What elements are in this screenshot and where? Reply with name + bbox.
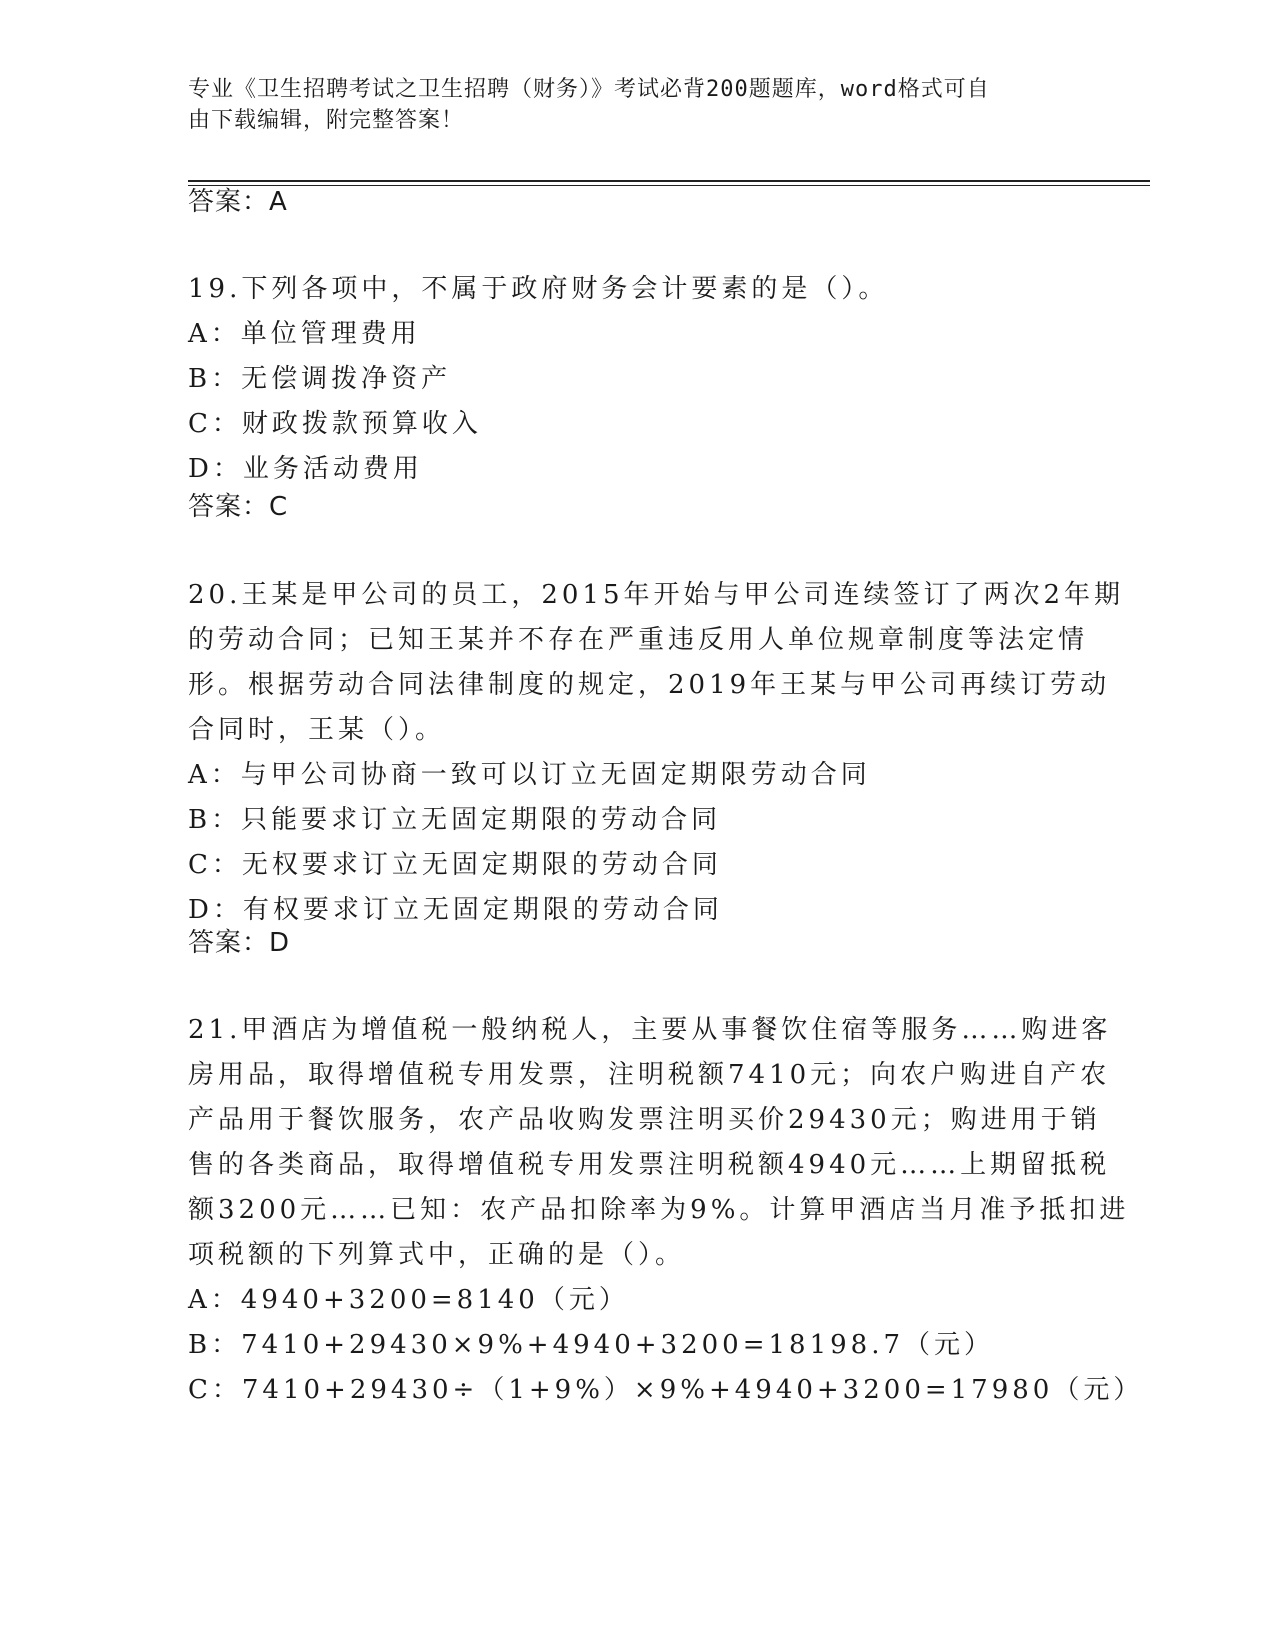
question-stem: 19.下列各项中，不属于政府财务会计要素的是（）。 xyxy=(188,274,889,304)
question-19 xyxy=(188,267,1088,492)
question-stem-line: 的劳动合同；已知王某并不存在严重违反用人单位规章制度等法定情 xyxy=(188,625,1089,655)
question-stem-line: 项税额的下列算式中，正确的是（）。 xyxy=(188,1240,686,1270)
option-b: B：无偿调拨净资产 xyxy=(188,364,452,394)
option-d: D：业务活动费用 xyxy=(188,454,423,484)
question-21 xyxy=(188,1008,1144,1413)
question-stem-line: 售的各类商品，取得增值税专用发票注明税额4940元……上期留抵税 xyxy=(188,1150,1111,1180)
option-a: A：与甲公司协商一致可以订立无固定期限劳动合同 xyxy=(188,760,871,790)
question-stem-line: 额3200元……已知：农产品扣除率为9%。计算甲酒店当月准予抵扣进 xyxy=(188,1195,1130,1225)
question-20 xyxy=(188,573,1125,933)
question-stem-line: 产品用于餐饮服务，农产品收购发票注明买价29430元；购进用于销 xyxy=(188,1105,1101,1135)
question-stem-line: 房用品，取得增值税专用发票，注明税额7410元；向农户购进自产农 xyxy=(188,1060,1111,1090)
option-a: A：单位管理费用 xyxy=(188,319,421,349)
answer-19: 答案：C xyxy=(188,492,289,522)
answer-20: 答案：D xyxy=(188,928,291,958)
question-stem-line: 20.王某是甲公司的员工，2015年开始与甲公司连续签订了两次2年期 xyxy=(188,580,1125,610)
previous-answer: 答案：A xyxy=(188,187,288,217)
header-divider-thin xyxy=(188,185,1150,186)
header-line-1: 专业《卫生招聘考试之卫生招聘（财务）》考试必背200题题库，word格式可自 xyxy=(188,77,990,102)
option-c: C：财政拨款预算收入 xyxy=(188,409,482,439)
header-line-2: 由下载编辑，附完整答案！ xyxy=(188,108,465,133)
question-stem-line: 21.甲酒店为增值税一般纳税人，主要从事餐饮住宿等服务……购进客 xyxy=(188,1015,1112,1045)
question-stem-line: 合同时，王某（）。 xyxy=(188,715,446,745)
page-header xyxy=(188,74,1068,136)
option-d: D：有权要求订立无固定期限的劳动合同 xyxy=(188,895,723,925)
option-a: A：4940+3200=8140（元） xyxy=(188,1285,629,1315)
option-b: B：7410+29430×9%+4940+3200=18198.7（元） xyxy=(188,1330,995,1360)
option-b: B：只能要求订立无固定期限的劳动合同 xyxy=(188,805,722,835)
option-c: C：7410+29430÷（1+9%）×9%+4940+3200=17980（元） xyxy=(188,1375,1144,1405)
header-divider-thick xyxy=(188,180,1150,182)
question-stem-line: 形。根据劳动合同法律制度的规定，2019年王某与甲公司再续订劳动 xyxy=(188,670,1111,700)
option-c: C：无权要求订立无固定期限的劳动合同 xyxy=(188,850,722,880)
